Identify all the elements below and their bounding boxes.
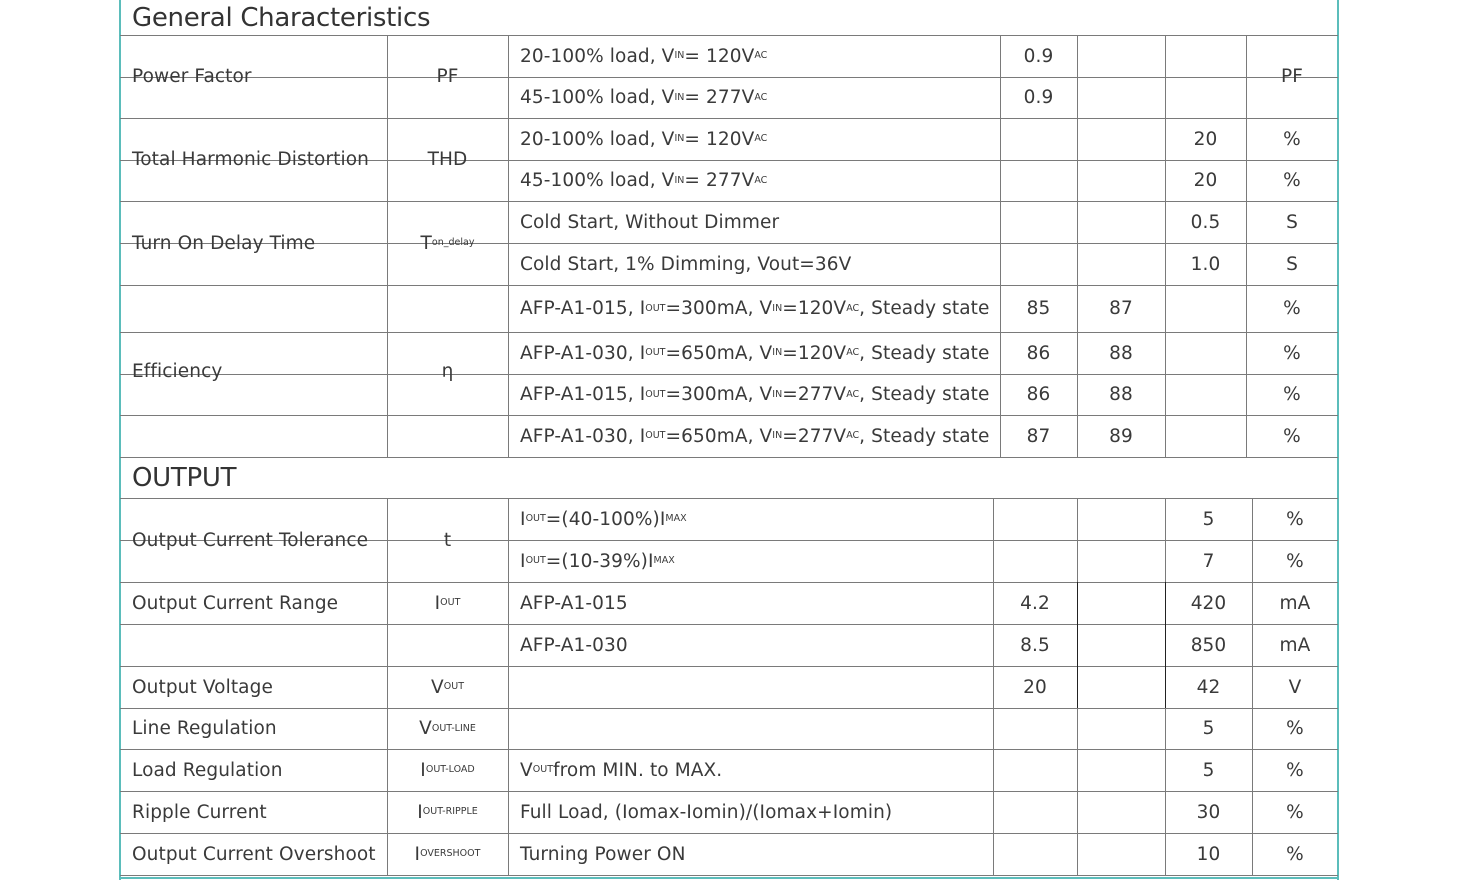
max-value: 5 <box>1202 759 1215 781</box>
typ-value <box>1077 833 1165 875</box>
max-value: 7 <box>1202 550 1215 572</box>
typ-value <box>1077 498 1165 540</box>
unit-cell: % <box>1286 759 1304 781</box>
max-value: 20 <box>1193 170 1218 191</box>
min-value: 86 <box>1026 384 1051 405</box>
param-name: Output Voltage <box>132 676 273 698</box>
typ-value <box>1077 624 1165 666</box>
section-title: OUTPUT <box>132 462 237 493</box>
min-value: 8.5 <box>1020 634 1050 656</box>
min-value <box>993 749 1077 791</box>
min-value <box>993 833 1077 875</box>
typ-value <box>1077 749 1165 791</box>
max-value <box>1165 77 1246 118</box>
param-symbol: THD <box>427 149 468 170</box>
min-value: 20 <box>1023 676 1047 698</box>
typ-value: 88 <box>1109 384 1133 405</box>
condition-cell: V OUT from MIN. to MAX. <box>520 759 723 781</box>
max-value: 5 <box>1202 718 1215 739</box>
max-value <box>1165 374 1246 415</box>
unit-cell: % <box>1286 508 1304 530</box>
min-value <box>993 498 1077 540</box>
max-value: 30 <box>1196 801 1221 823</box>
typ-value <box>1077 35 1165 77</box>
param-name: Output Current Tolerance <box>132 529 369 551</box>
condition-cell: AFP-A1-015, I OUT =300mA, V IN =277V AC , Steady state <box>520 384 990 405</box>
param-name: Line Regulation <box>132 718 277 739</box>
max-value: 42 <box>1196 676 1221 698</box>
param-name: Ripple Current <box>132 801 267 823</box>
param-symbol: I OVERSHOOT <box>414 843 481 865</box>
max-value: 850 <box>1190 634 1227 656</box>
unit-cell: % <box>1286 843 1304 865</box>
unit-cell: % <box>1283 170 1301 191</box>
param-name: Output Current Range <box>132 592 339 614</box>
param-symbol: I OUT-RIPPLE <box>417 801 478 823</box>
unit-cell: % <box>1283 384 1301 405</box>
unit-cell: % <box>1283 128 1301 150</box>
param-symbol: V OUT-LINE <box>419 718 476 739</box>
condition-cell: AFP-A1-030, I OUT =650mA, V IN =120V AC , Steady state <box>520 342 990 364</box>
min-value: 4.2 <box>1020 592 1050 614</box>
min-value <box>993 791 1077 833</box>
param-symbol: V OUT <box>431 676 464 698</box>
condition-cell: AFP-A1-015, I OUT =300mA, V IN =120V AC , Steady state <box>520 298 990 319</box>
unit-cell: % <box>1283 298 1301 319</box>
row-divider <box>120 875 1338 876</box>
param-name: Total Harmonic Distortion <box>132 149 370 170</box>
condition-cell: 45-100% load, V IN = 277V AC <box>520 170 768 191</box>
condition-cell: Cold Start, Without Dimmer <box>520 211 780 233</box>
min-value: 0.9 <box>1023 87 1054 108</box>
min-value: 0.9 <box>1023 45 1054 67</box>
condition-cell: Full Load, (Iomax-Iomin)/(Iomax+Iomin) <box>520 801 893 823</box>
typ-value: 87 <box>1109 298 1133 319</box>
min-value <box>993 708 1077 749</box>
unit-cell: % <box>1283 342 1301 364</box>
max-value: 10 <box>1196 843 1221 865</box>
unit-cell: mA <box>1279 592 1311 614</box>
max-value <box>1165 415 1246 457</box>
condition-cell: I OUT =(40-100%)I MAX <box>520 508 687 530</box>
typ-value <box>1077 708 1165 749</box>
condition-cell: AFP-A1-015 <box>520 592 628 614</box>
typ-value <box>1077 118 1165 160</box>
condition-cell <box>508 708 993 749</box>
max-value: 1.0 <box>1190 253 1221 275</box>
condition-cell: 45-100% load, V IN = 277V AC <box>520 87 768 108</box>
min-value: 87 <box>1026 425 1051 447</box>
max-value: 0.5 <box>1190 211 1221 233</box>
param-name: Output Current Overshoot <box>132 843 376 865</box>
param-symbol <box>387 624 508 666</box>
param-symbol: I OUT <box>434 592 461 614</box>
param-name: Power Factor <box>132 66 252 87</box>
condition-cell: AFP-A1-030, I OUT =650mA, V IN =277V AC , Steady state <box>520 425 990 447</box>
section-title: General Characteristics <box>132 2 431 33</box>
typ-value: 89 <box>1109 425 1133 447</box>
min-value <box>1000 243 1077 285</box>
typ-value <box>1077 243 1165 285</box>
min-value <box>1000 201 1077 243</box>
typ-value <box>1077 582 1165 624</box>
typ-value <box>1077 666 1165 708</box>
param-symbol: η <box>441 360 454 382</box>
condition-cell: Cold Start, 1% Dimming, Vout=36V <box>520 253 852 275</box>
min-value <box>1000 118 1077 160</box>
param-symbol: T on_delay <box>420 232 475 254</box>
condition-cell: I OUT =(10-39%)I MAX <box>520 550 675 572</box>
condition-cell: AFP-A1-030 <box>520 634 628 656</box>
unit-cell: % <box>1286 550 1304 572</box>
max-value <box>1165 332 1246 374</box>
unit-cell: PF <box>1281 66 1303 87</box>
param-name: Efficiency <box>132 360 223 382</box>
min-value: 85 <box>1026 298 1051 319</box>
condition-cell: Turning Power ON <box>520 843 686 865</box>
max-value: 20 <box>1193 128 1218 150</box>
condition-cell <box>508 666 993 708</box>
max-value <box>1165 285 1246 332</box>
condition-cell: 20-100% load, V IN = 120V AC <box>520 45 768 67</box>
typ-value <box>1077 160 1165 201</box>
max-value <box>1165 35 1246 77</box>
unit-cell: S <box>1286 211 1298 233</box>
param-symbol: PF <box>436 66 459 87</box>
typ-value: 88 <box>1109 342 1133 364</box>
max-value: 420 <box>1190 592 1227 614</box>
param-name <box>120 624 387 666</box>
min-value <box>1000 160 1077 201</box>
table-frame <box>120 877 1338 879</box>
unit-cell: S <box>1286 253 1298 275</box>
min-value <box>993 540 1077 582</box>
unit-cell: % <box>1286 801 1304 823</box>
typ-value <box>1077 201 1165 243</box>
param-name: Load Regulation <box>132 759 283 781</box>
min-value: 86 <box>1026 342 1051 364</box>
typ-value <box>1077 791 1165 833</box>
typ-value <box>1077 77 1165 118</box>
row-divider <box>120 457 1338 458</box>
condition-cell: 20-100% load, V IN = 120V AC <box>520 128 768 150</box>
unit-cell: V <box>1288 676 1302 698</box>
max-value: 5 <box>1202 508 1215 530</box>
unit-cell: % <box>1286 718 1304 739</box>
typ-value <box>1077 540 1165 582</box>
unit-cell: % <box>1283 425 1301 447</box>
param-name: Turn On Delay Time <box>132 232 316 254</box>
param-symbol: I OUT-LOAD <box>420 759 475 781</box>
unit-cell: mA <box>1279 634 1311 656</box>
param-symbol: t <box>443 529 452 551</box>
